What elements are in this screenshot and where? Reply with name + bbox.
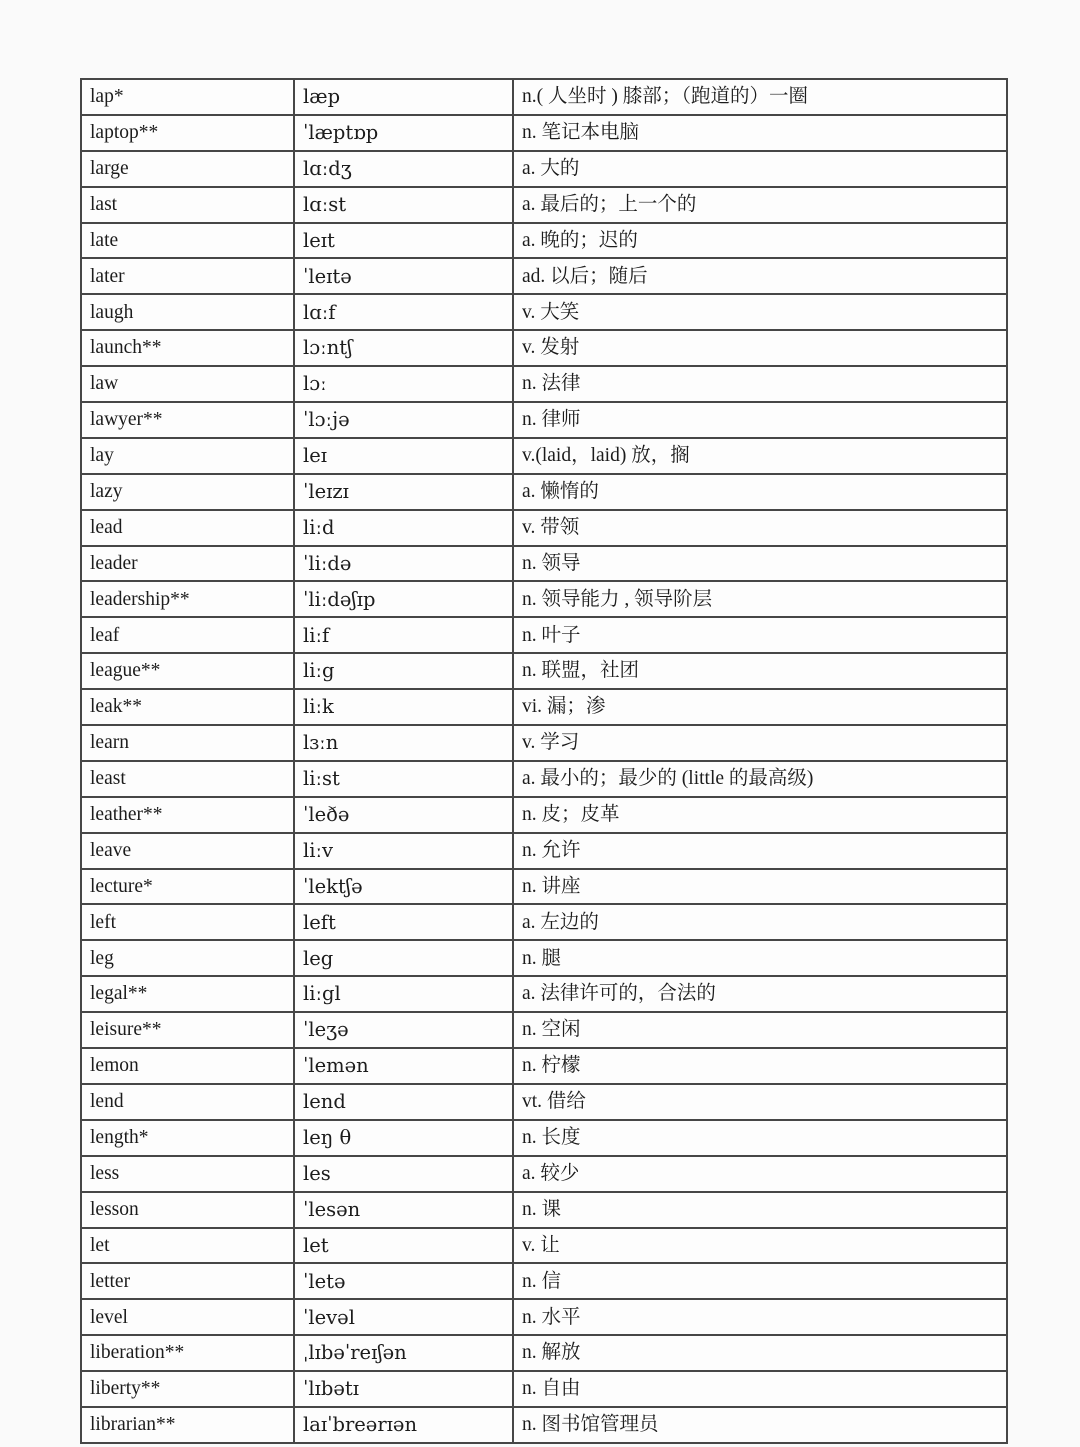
table-row xyxy=(81,187,1007,223)
word-cell: laugh xyxy=(81,294,294,330)
definition-cell: n. 长度 xyxy=(513,1120,1007,1156)
definition-cell: a. 左边的 xyxy=(513,904,1007,940)
word-cell: leaf xyxy=(81,617,294,653)
definition-cell: n. 空闲 xyxy=(513,1012,1007,1048)
table-row xyxy=(81,653,1007,689)
phonetic-cell: læp xyxy=(294,79,513,115)
table-row xyxy=(81,1012,1007,1048)
table-row xyxy=(81,1299,1007,1335)
phonetic-cell: lɜːn xyxy=(294,725,513,761)
word-cell: leisure** xyxy=(81,1012,294,1048)
phonetic-cell: les xyxy=(294,1156,513,1192)
phonetic-cell: liːk xyxy=(294,689,513,725)
table-row xyxy=(81,1084,1007,1120)
table-row xyxy=(81,115,1007,151)
definition-cell: ad. 以后；随后 xyxy=(513,258,1007,294)
word-cell: later xyxy=(81,258,294,294)
word-cell: late xyxy=(81,223,294,259)
definition-cell: n. 法律 xyxy=(513,366,1007,402)
phonetic-cell: liːst xyxy=(294,761,513,797)
definition-cell: n. 水平 xyxy=(513,1299,1007,1335)
word-cell: leader xyxy=(81,546,294,582)
definition-cell: v. 发射 xyxy=(513,330,1007,366)
word-cell: laptop** xyxy=(81,115,294,151)
table-row xyxy=(81,689,1007,725)
table-row xyxy=(81,258,1007,294)
word-cell: level xyxy=(81,1299,294,1335)
definition-cell: v. 带领 xyxy=(513,510,1007,546)
word-cell: last xyxy=(81,187,294,223)
table-row xyxy=(81,1120,1007,1156)
phonetic-cell: ˈletə xyxy=(294,1263,513,1299)
phonetic-cell: lɔːntʃ xyxy=(294,330,513,366)
table-row xyxy=(81,940,1007,976)
table-row xyxy=(81,1335,1007,1371)
table-row xyxy=(81,1371,1007,1407)
phonetic-cell: ˈlɔːjə xyxy=(294,402,513,438)
table-row xyxy=(81,617,1007,653)
phonetic-cell: ˈleðə xyxy=(294,797,513,833)
word-cell: leave xyxy=(81,833,294,869)
phonetic-cell: lend xyxy=(294,1084,513,1120)
definition-cell: n. 自由 xyxy=(513,1371,1007,1407)
table-row xyxy=(81,474,1007,510)
definition-cell: v. 学习 xyxy=(513,725,1007,761)
table-row xyxy=(81,402,1007,438)
word-cell: lay xyxy=(81,438,294,474)
table-row xyxy=(81,1156,1007,1192)
table-row xyxy=(81,294,1007,330)
definition-cell: v. 让 xyxy=(513,1228,1007,1264)
phonetic-cell: ˈleʒə xyxy=(294,1012,513,1048)
phonetic-cell: leɪt xyxy=(294,223,513,259)
phonetic-cell: ˈlɪbətɪ xyxy=(294,1371,513,1407)
table-row xyxy=(81,366,1007,402)
table-row xyxy=(81,151,1007,187)
phonetic-cell: liːf xyxy=(294,617,513,653)
word-cell: legal** xyxy=(81,976,294,1012)
definition-cell: n. 允许 xyxy=(513,833,1007,869)
word-cell: lesson xyxy=(81,1192,294,1228)
table-row xyxy=(81,438,1007,474)
definition-cell: n. 解放 xyxy=(513,1335,1007,1371)
phonetic-cell: ˈlemən xyxy=(294,1048,513,1084)
table-row xyxy=(81,1263,1007,1299)
word-cell: league** xyxy=(81,653,294,689)
table-row xyxy=(81,797,1007,833)
definition-cell: a. 晚的；迟的 xyxy=(513,223,1007,259)
phonetic-cell: lɔː xyxy=(294,366,513,402)
definition-cell: a. 大的 xyxy=(513,151,1007,187)
phonetic-cell: liːd xyxy=(294,510,513,546)
word-cell: less xyxy=(81,1156,294,1192)
definition-cell: a. 法律许可的，合法的 xyxy=(513,976,1007,1012)
phonetic-cell: ˈlæptɒp xyxy=(294,115,513,151)
word-cell: lap* xyxy=(81,79,294,115)
phonetic-cell: let xyxy=(294,1228,513,1264)
vocabulary-table xyxy=(80,78,1008,1444)
word-cell: lemon xyxy=(81,1048,294,1084)
phonetic-cell: ˈlektʃə xyxy=(294,869,513,905)
phonetic-cell: ˈlesən xyxy=(294,1192,513,1228)
phonetic-cell: ˈliːdə xyxy=(294,546,513,582)
definition-cell: a. 最小的；最少的 (little 的最高级) xyxy=(513,761,1007,797)
word-cell: left xyxy=(81,904,294,940)
word-cell: lecture* xyxy=(81,869,294,905)
word-cell: librarian** xyxy=(81,1407,294,1443)
definition-cell: n. 腿 xyxy=(513,940,1007,976)
word-cell: let xyxy=(81,1228,294,1264)
word-cell: lazy xyxy=(81,474,294,510)
definition-cell: v. 大笑 xyxy=(513,294,1007,330)
phonetic-cell: lɑːf xyxy=(294,294,513,330)
word-cell: least xyxy=(81,761,294,797)
word-cell: liberation** xyxy=(81,1335,294,1371)
definition-cell: v.(laid，laid) 放，搁 xyxy=(513,438,1007,474)
phonetic-cell: ˈliːdəʃɪp xyxy=(294,581,513,617)
table-row xyxy=(81,330,1007,366)
table-row xyxy=(81,79,1007,115)
phonetic-cell: liːg xyxy=(294,653,513,689)
table-row xyxy=(81,546,1007,582)
definition-cell: n.( 人坐时 ) 膝部；（跑道的）一圈 xyxy=(513,79,1007,115)
definition-cell: n. 图书馆管理员 xyxy=(513,1407,1007,1443)
word-cell: leather** xyxy=(81,797,294,833)
word-cell: letter xyxy=(81,1263,294,1299)
word-cell: lead xyxy=(81,510,294,546)
phonetic-cell: lɑːst xyxy=(294,187,513,223)
definition-cell: n. 联盟，社团 xyxy=(513,653,1007,689)
definition-cell: a. 最后的；上一个的 xyxy=(513,187,1007,223)
table-row xyxy=(81,223,1007,259)
table-row xyxy=(81,1192,1007,1228)
table-row xyxy=(81,761,1007,797)
word-cell: length* xyxy=(81,1120,294,1156)
word-cell: launch** xyxy=(81,330,294,366)
table-row xyxy=(81,1407,1007,1443)
definition-cell: n. 讲座 xyxy=(513,869,1007,905)
phonetic-cell: laɪˈbreərɪən xyxy=(294,1407,513,1443)
definition-cell: n. 律师 xyxy=(513,402,1007,438)
phonetic-cell: leŋ θ xyxy=(294,1120,513,1156)
table-row xyxy=(81,833,1007,869)
table-row xyxy=(81,1228,1007,1264)
table-row xyxy=(81,1048,1007,1084)
word-cell: leak** xyxy=(81,689,294,725)
phonetic-cell: liːv xyxy=(294,833,513,869)
word-cell: liberty** xyxy=(81,1371,294,1407)
phonetic-cell: lɑːdʒ xyxy=(294,151,513,187)
word-cell: learn xyxy=(81,725,294,761)
phonetic-cell: left xyxy=(294,904,513,940)
definition-cell: n. 领导能力 , 领导阶层 xyxy=(513,581,1007,617)
definition-cell: vt. 借给 xyxy=(513,1084,1007,1120)
table-row xyxy=(81,581,1007,617)
word-cell: leg xyxy=(81,940,294,976)
phonetic-cell: ˌlɪbəˈreɪʃən xyxy=(294,1335,513,1371)
word-cell: lend xyxy=(81,1084,294,1120)
definition-cell: a. 较少 xyxy=(513,1156,1007,1192)
definition-cell: n. 信 xyxy=(513,1263,1007,1299)
word-cell: large xyxy=(81,151,294,187)
phonetic-cell: ˈleɪtə xyxy=(294,258,513,294)
table-row xyxy=(81,869,1007,905)
table-row xyxy=(81,904,1007,940)
definition-cell: a. 懒惰的 xyxy=(513,474,1007,510)
word-cell: lawyer** xyxy=(81,402,294,438)
definition-cell: n. 领导 xyxy=(513,546,1007,582)
phonetic-cell: ˈleɪzɪ xyxy=(294,474,513,510)
word-cell: leadership** xyxy=(81,581,294,617)
word-cell: law xyxy=(81,366,294,402)
vocabulary-table-body xyxy=(81,79,1007,1443)
table-row xyxy=(81,976,1007,1012)
definition-cell: n. 笔记本电脑 xyxy=(513,115,1007,151)
definition-cell: n. 皮；皮革 xyxy=(513,797,1007,833)
definition-cell: n. 课 xyxy=(513,1192,1007,1228)
phonetic-cell: ˈlevəl xyxy=(294,1299,513,1335)
definition-cell: n. 柠檬 xyxy=(513,1048,1007,1084)
definition-cell: n. 叶子 xyxy=(513,617,1007,653)
phonetic-cell: liːgl xyxy=(294,976,513,1012)
table-row xyxy=(81,725,1007,761)
table-row xyxy=(81,510,1007,546)
phonetic-cell: leɪ xyxy=(294,438,513,474)
phonetic-cell: leg xyxy=(294,940,513,976)
definition-cell: vi. 漏；渗 xyxy=(513,689,1007,725)
